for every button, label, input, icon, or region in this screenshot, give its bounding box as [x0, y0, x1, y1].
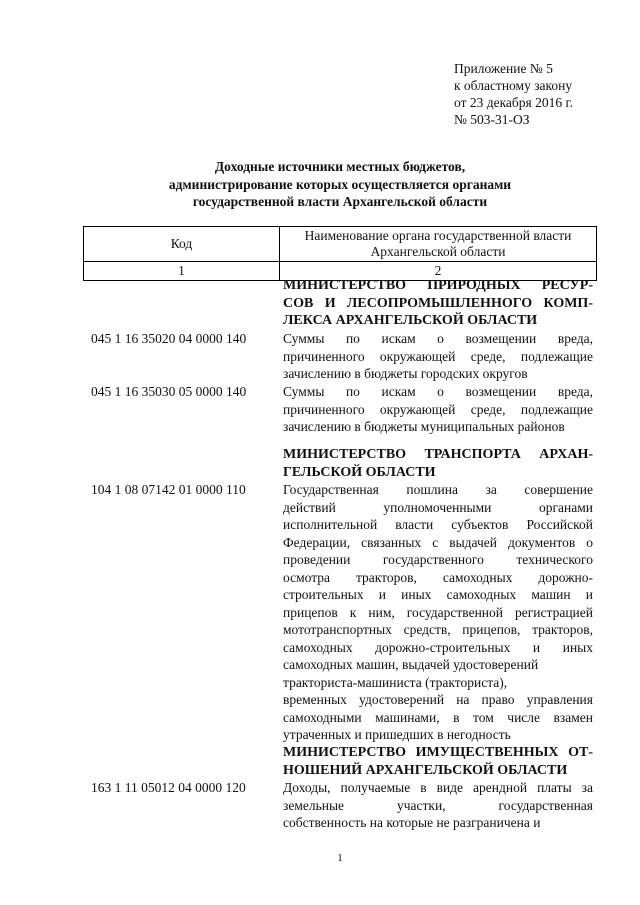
ministry-line: ЛЕКСА АРХАНГЕЛЬСКОЙ ОБЛАСТИ [283, 313, 538, 328]
description-line: тракториста-машиниста (тракториста), [283, 674, 508, 690]
description-line: Суммы по искам о возмещении вреда, [283, 331, 593, 346]
annex-line: Приложение № 5 [454, 61, 553, 76]
revenue-description [283, 383, 593, 436]
description-line: земельные участки, государственная [283, 797, 593, 813]
revenue-code: 163 1 11 05012 04 0000 120 [91, 780, 246, 795]
description-line: Федерации, связанных с выдачей документов о [283, 534, 593, 550]
revenue-description [283, 779, 593, 832]
title-line: государственной власти Архангельской области [192, 194, 488, 209]
table-header [83, 226, 597, 281]
revenue-code: 045 1 16 35020 04 0000 140 [91, 331, 247, 346]
annex-line: № 503-31-ОЗ [454, 112, 530, 127]
revenue-description [283, 330, 593, 383]
document-title [60, 158, 620, 211]
description-line: причиненного окружающей среде, подлежащие [283, 401, 593, 417]
header-name [280, 227, 597, 262]
ministry-heading [283, 744, 593, 779]
ministry-line: ГЕЛЬСКОЙ ОБЛАСТИ [283, 464, 436, 480]
description-line: осмотра тракторов, самоходных дорожно- [283, 569, 593, 585]
description-line: временных удостоверений на право управления [283, 692, 593, 707]
header-name-line: Архангельской области [370, 244, 506, 259]
description-line: самоходными машинами, в том числе взамен [283, 709, 593, 725]
description-line: прицепов к ним, государственной регистрацией [283, 604, 593, 620]
ministry-line: НОШЕНИЙ АРХАНГЕЛЬСКОЙ ОБЛАСТИ [283, 762, 568, 778]
revenue-description [283, 481, 593, 744]
description-line: Суммы по искам о возмещении вреда, [283, 384, 593, 399]
annex-line: от 23 декабря 2016 г. [454, 95, 573, 110]
description-line: Доходы, получаемые в виде арендной платы за [283, 780, 593, 795]
ministry-line: МИНИСТЕРСТВО ТРАНСПОРТА АРХАН- [283, 447, 593, 462]
description-line: проведении государственного технического [283, 552, 593, 567]
description-line: самоходных машин, выдачей удостоверений [283, 657, 539, 672]
description-line: утраченных и пришедших в негодность [283, 727, 511, 742]
ministry-line: МИНИСТЕРСТВО ПРИРОДНЫХ РЕСУР- [283, 278, 593, 293]
column-number-2: 2 [280, 262, 597, 281]
annex-reference [454, 60, 634, 128]
description-line: зачислению в бюджеты городских округов [283, 366, 528, 381]
description-line: самоходных дорожно-строительных и иных [283, 639, 593, 655]
description-line: Государственная пошлина за совершение [283, 482, 593, 497]
ministry-heading [283, 277, 593, 330]
header-name-line: Наименование органа государственной власти [304, 228, 572, 243]
ministry-line: СОВ И ЛЕСОПРОМЫШЛЕННОГО КОМП- [283, 295, 593, 311]
description-line: собственность на которые не разграничена и [283, 815, 541, 830]
description-line: исполнительной власти субъектов Российской [283, 517, 593, 532]
description-line: строительных и иных самоходных машин и [283, 587, 593, 602]
annex-line: к областному закону [454, 78, 573, 93]
description-line: мототранспортных средств, прицепов, тракторов, [283, 622, 593, 637]
ministry-line: МИНИСТЕРСТВО ИМУЩЕСТВЕННЫХ ОТ- [283, 745, 593, 760]
description-line: причиненного окружающей среде, подлежащие [283, 348, 593, 364]
page-number: 1 [337, 852, 343, 864]
description-line: зачислению в бюджеты муниципальных районов [283, 419, 565, 434]
column-number-1: 1 [84, 262, 280, 281]
revenue-code: 045 1 16 35030 05 0000 140 [91, 384, 247, 399]
header-code: Код [84, 227, 280, 262]
ministry-heading [283, 446, 593, 481]
revenue-code: 104 1 08 07142 01 0000 110 [91, 482, 246, 497]
description-line: действий уполномоченными органами [283, 499, 593, 515]
title-line: администрирование которых осуществляется органами [168, 176, 512, 192]
title-line: Доходные источники местных бюджетов, [214, 159, 466, 174]
